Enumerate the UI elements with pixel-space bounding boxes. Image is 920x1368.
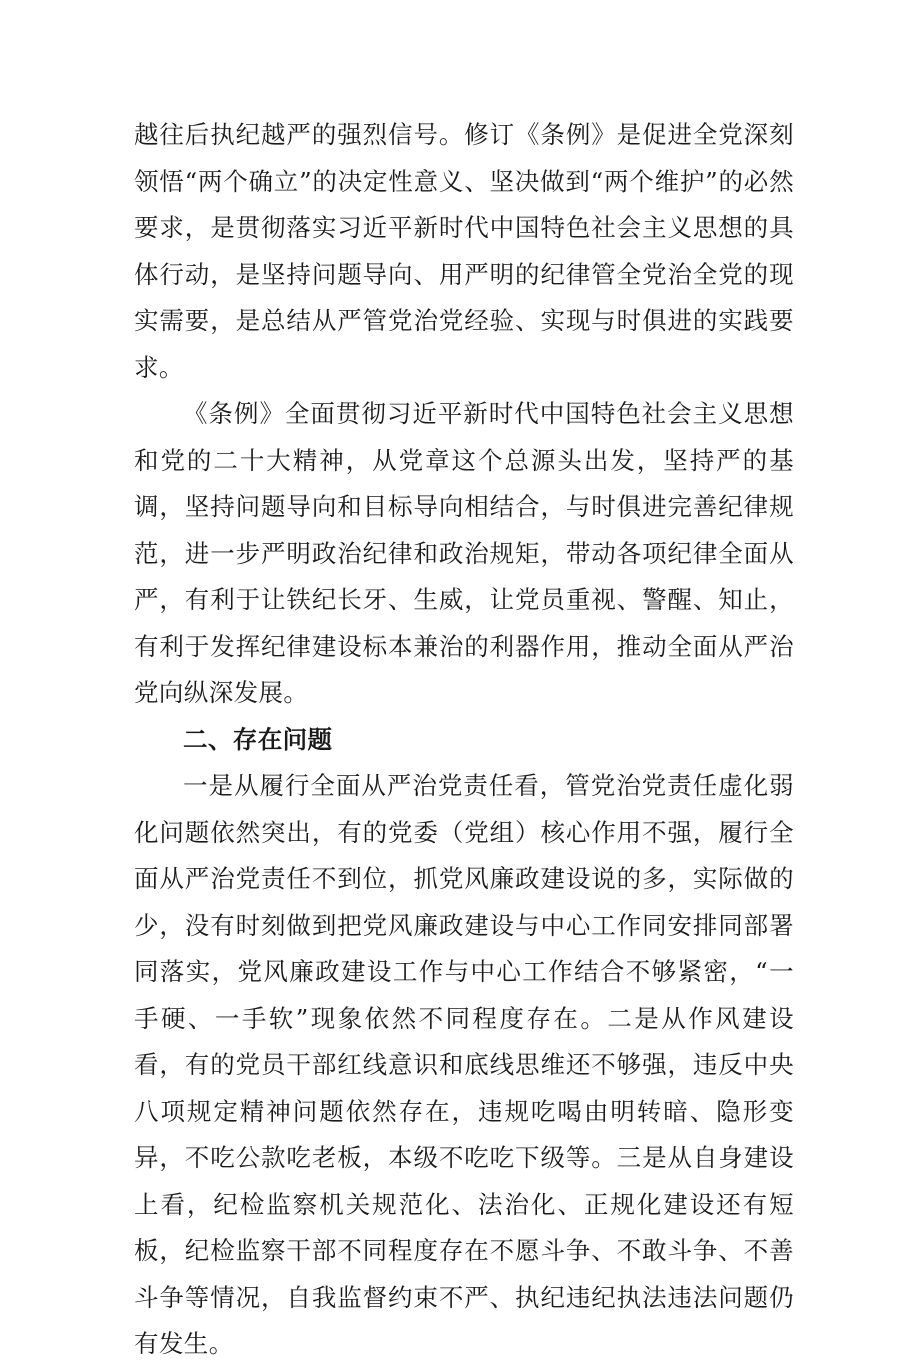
paragraph-regulation-summary: 《条例》全面贯彻习近平新时代中国特色社会主义思想和党的二十大精神，从党章这个总源头出发，坚持严的基调，坚持问题导向和目标导向相结合，与时俱进完善纪律规范，进一步严明政治纪律和政治规矩，带动各项纪律全面从严，有利于让铁纪长牙、生威，让党员重视、警醒、知止，有利于发挥纪律建设标本兼治的利器作用，推动全面从严治党向纵深发展。 [134, 399, 794, 707]
document-body [134, 112, 794, 1368]
paragraph-problems-detail: 一是从履行全面从严治党责任看，管党治党责任虚化弱化问题依然突出，有的党委（党组）核心作用不强，履行全面从严治党责任不到位，抓党风廉政建设说的多，实际做的少，没有时刻做到把党风廉政建设与中心工作同安排同部署同落实，党风廉政建设工作与中心工作结合不够紧密，“一手硬、一手软”现象依然不同程度存在。二是从作风建设看，有的党员干部红线意识和底线思维还不够强，违反中央八项规定精神问题依然存在，违规吃喝由明转暗、隐形变异，不吃公款吃老板，本级不吃吃下级等。三是从自身建设上看，纪检监察机关规范化、法治化、正规化建设还有短板，纪检监察干部不同程度存在不愿斗争、不敢斗争、不善斗争等情况，自我监督约束不严、执纪违纪执法违法问题仍有发生。 [134, 771, 794, 1358]
section-heading-existing-problems: 二、存在问题 [183, 724, 333, 754]
paragraph-intro-continuation: 越往后执纪越严的强烈信号。修订《条例》是促进全党深刻领悟“两个确立”的决定性意义、坚决做到“两个维护”的必然要求，是贯彻落实习近平新时代中国特色社会主义思想的具体行动，是坚持问题导向、用严明的纪律管全党治全党的现实需要，是总结从严管党治党经验、实现与时俱进的实践要求。 [134, 120, 794, 382]
